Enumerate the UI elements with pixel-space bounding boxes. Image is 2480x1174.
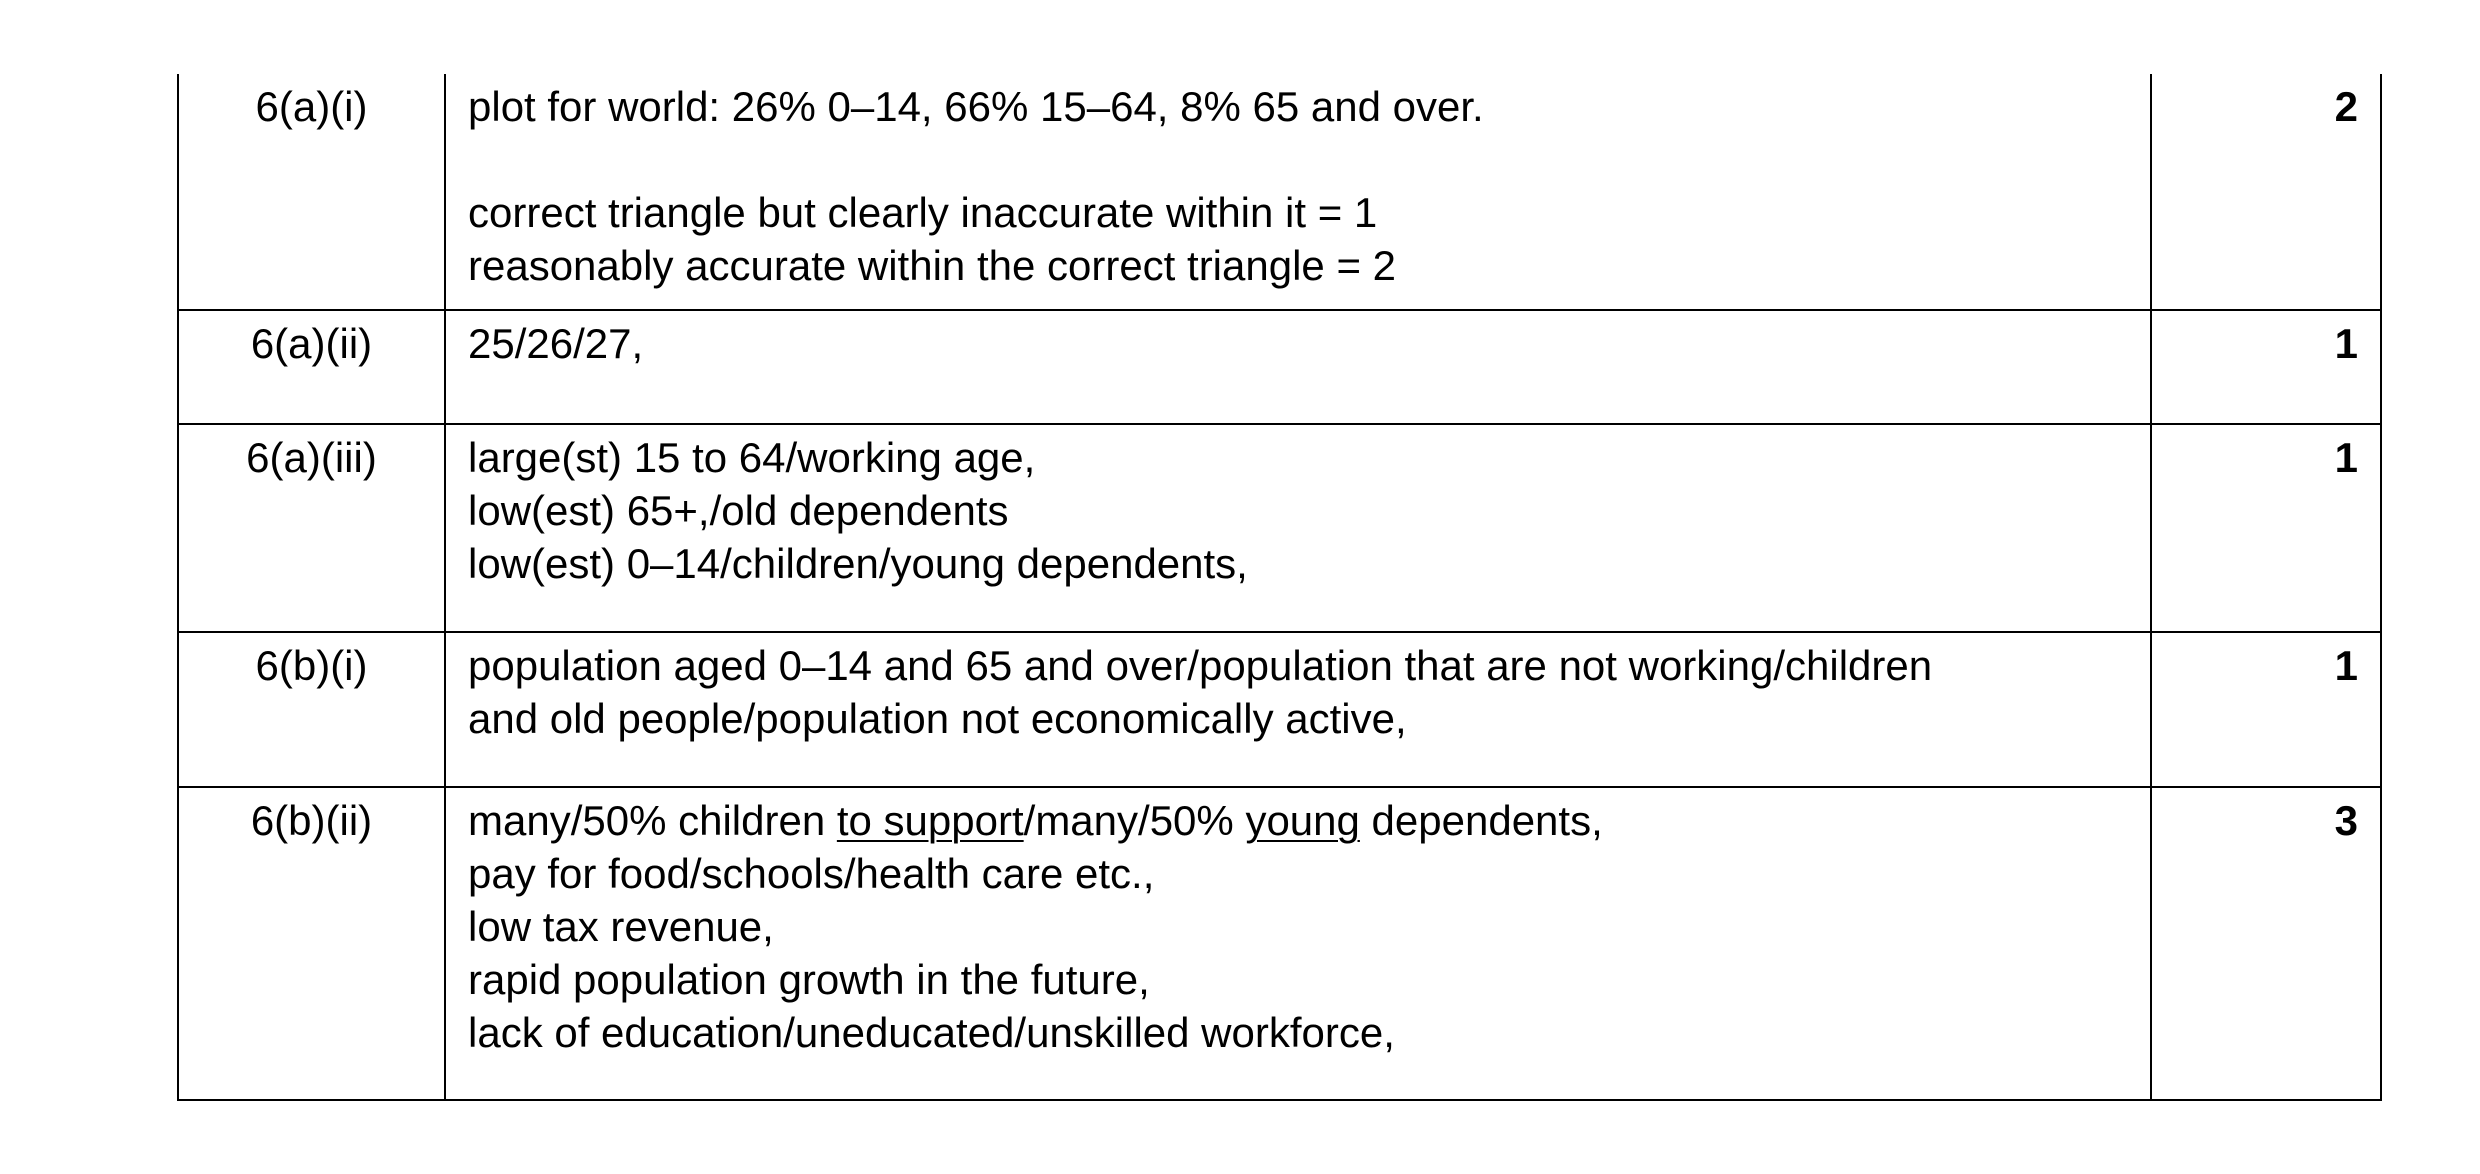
answer-text: /many/50%: [1023, 797, 1246, 844]
answer-line: lack of education/uneducated/unskilled workforce,: [468, 1009, 1395, 1056]
answer-line: correct triangle but clearly inaccurate within it = 1: [468, 189, 1378, 236]
answer-line: rapid population growth in the future,: [468, 956, 1150, 1003]
question-number: 6(a)(ii): [250, 320, 373, 367]
table-row: [178, 787, 2381, 1100]
answer-line: [468, 794, 2128, 847]
underlined-text: to support: [836, 797, 1024, 844]
question-number: 6(b)(ii): [250, 797, 373, 844]
answer-line: pay for food/schools/health care etc.,: [468, 850, 1155, 897]
table-row: [178, 424, 2381, 632]
marks-cell: [2151, 310, 2381, 424]
answer-cell: [445, 787, 2151, 1100]
marks-value: 2: [2334, 83, 2358, 130]
question-number: 6(b)(i): [255, 642, 368, 689]
answer-cell: [445, 310, 2151, 424]
line-gap: [468, 133, 2128, 186]
table-row: [178, 310, 2381, 424]
answer-line: low tax revenue,: [468, 903, 774, 950]
marks-cell: [2151, 74, 2381, 310]
answer-line: plot for world: 26% 0–14, 66% 15–64, 8% 65 and over.: [468, 83, 1484, 130]
marks-cell: [2151, 632, 2381, 787]
answer-line: large(st) 15 to 64/working age,: [468, 434, 1036, 481]
answer-cell: [445, 74, 2151, 310]
question-number-cell: [178, 632, 445, 787]
answer-line: 25/26/27,: [468, 320, 644, 367]
marks-cell: [2151, 424, 2381, 632]
marks-value: 3: [2334, 797, 2358, 844]
question-number-cell: [178, 787, 445, 1100]
answer-cell: [445, 424, 2151, 632]
underlined-text: young: [1245, 797, 1360, 844]
answer-line: and old people/population not economically active,: [468, 695, 1407, 742]
question-number: 6(a)(iii): [246, 434, 377, 481]
mark-scheme-table: [177, 74, 2382, 1101]
question-number-cell: [178, 310, 445, 424]
answer-text: many/50% children: [468, 797, 837, 844]
answer-line: reasonably accurate within the correct triangle = 2: [468, 242, 1396, 289]
answer-cell: [445, 632, 2151, 787]
answer-line: low(est) 0–14/children/young dependents,: [468, 540, 1248, 587]
question-number-cell: [178, 74, 445, 310]
answer-text: dependents,: [1359, 797, 1603, 844]
marks-value: 1: [2334, 320, 2358, 367]
question-number: 6(a)(i): [255, 83, 368, 130]
question-number-cell: [178, 424, 445, 632]
answer-line: population aged 0–14 and 65 and over/population that are not working/children: [468, 642, 1933, 689]
table-row: [178, 74, 2381, 310]
answer-line: low(est) 65+,/old dependents: [468, 487, 1009, 534]
marks-cell: [2151, 787, 2381, 1100]
marks-value: 1: [2334, 434, 2358, 481]
table-row: [178, 632, 2381, 787]
marks-value: 1: [2334, 642, 2358, 689]
